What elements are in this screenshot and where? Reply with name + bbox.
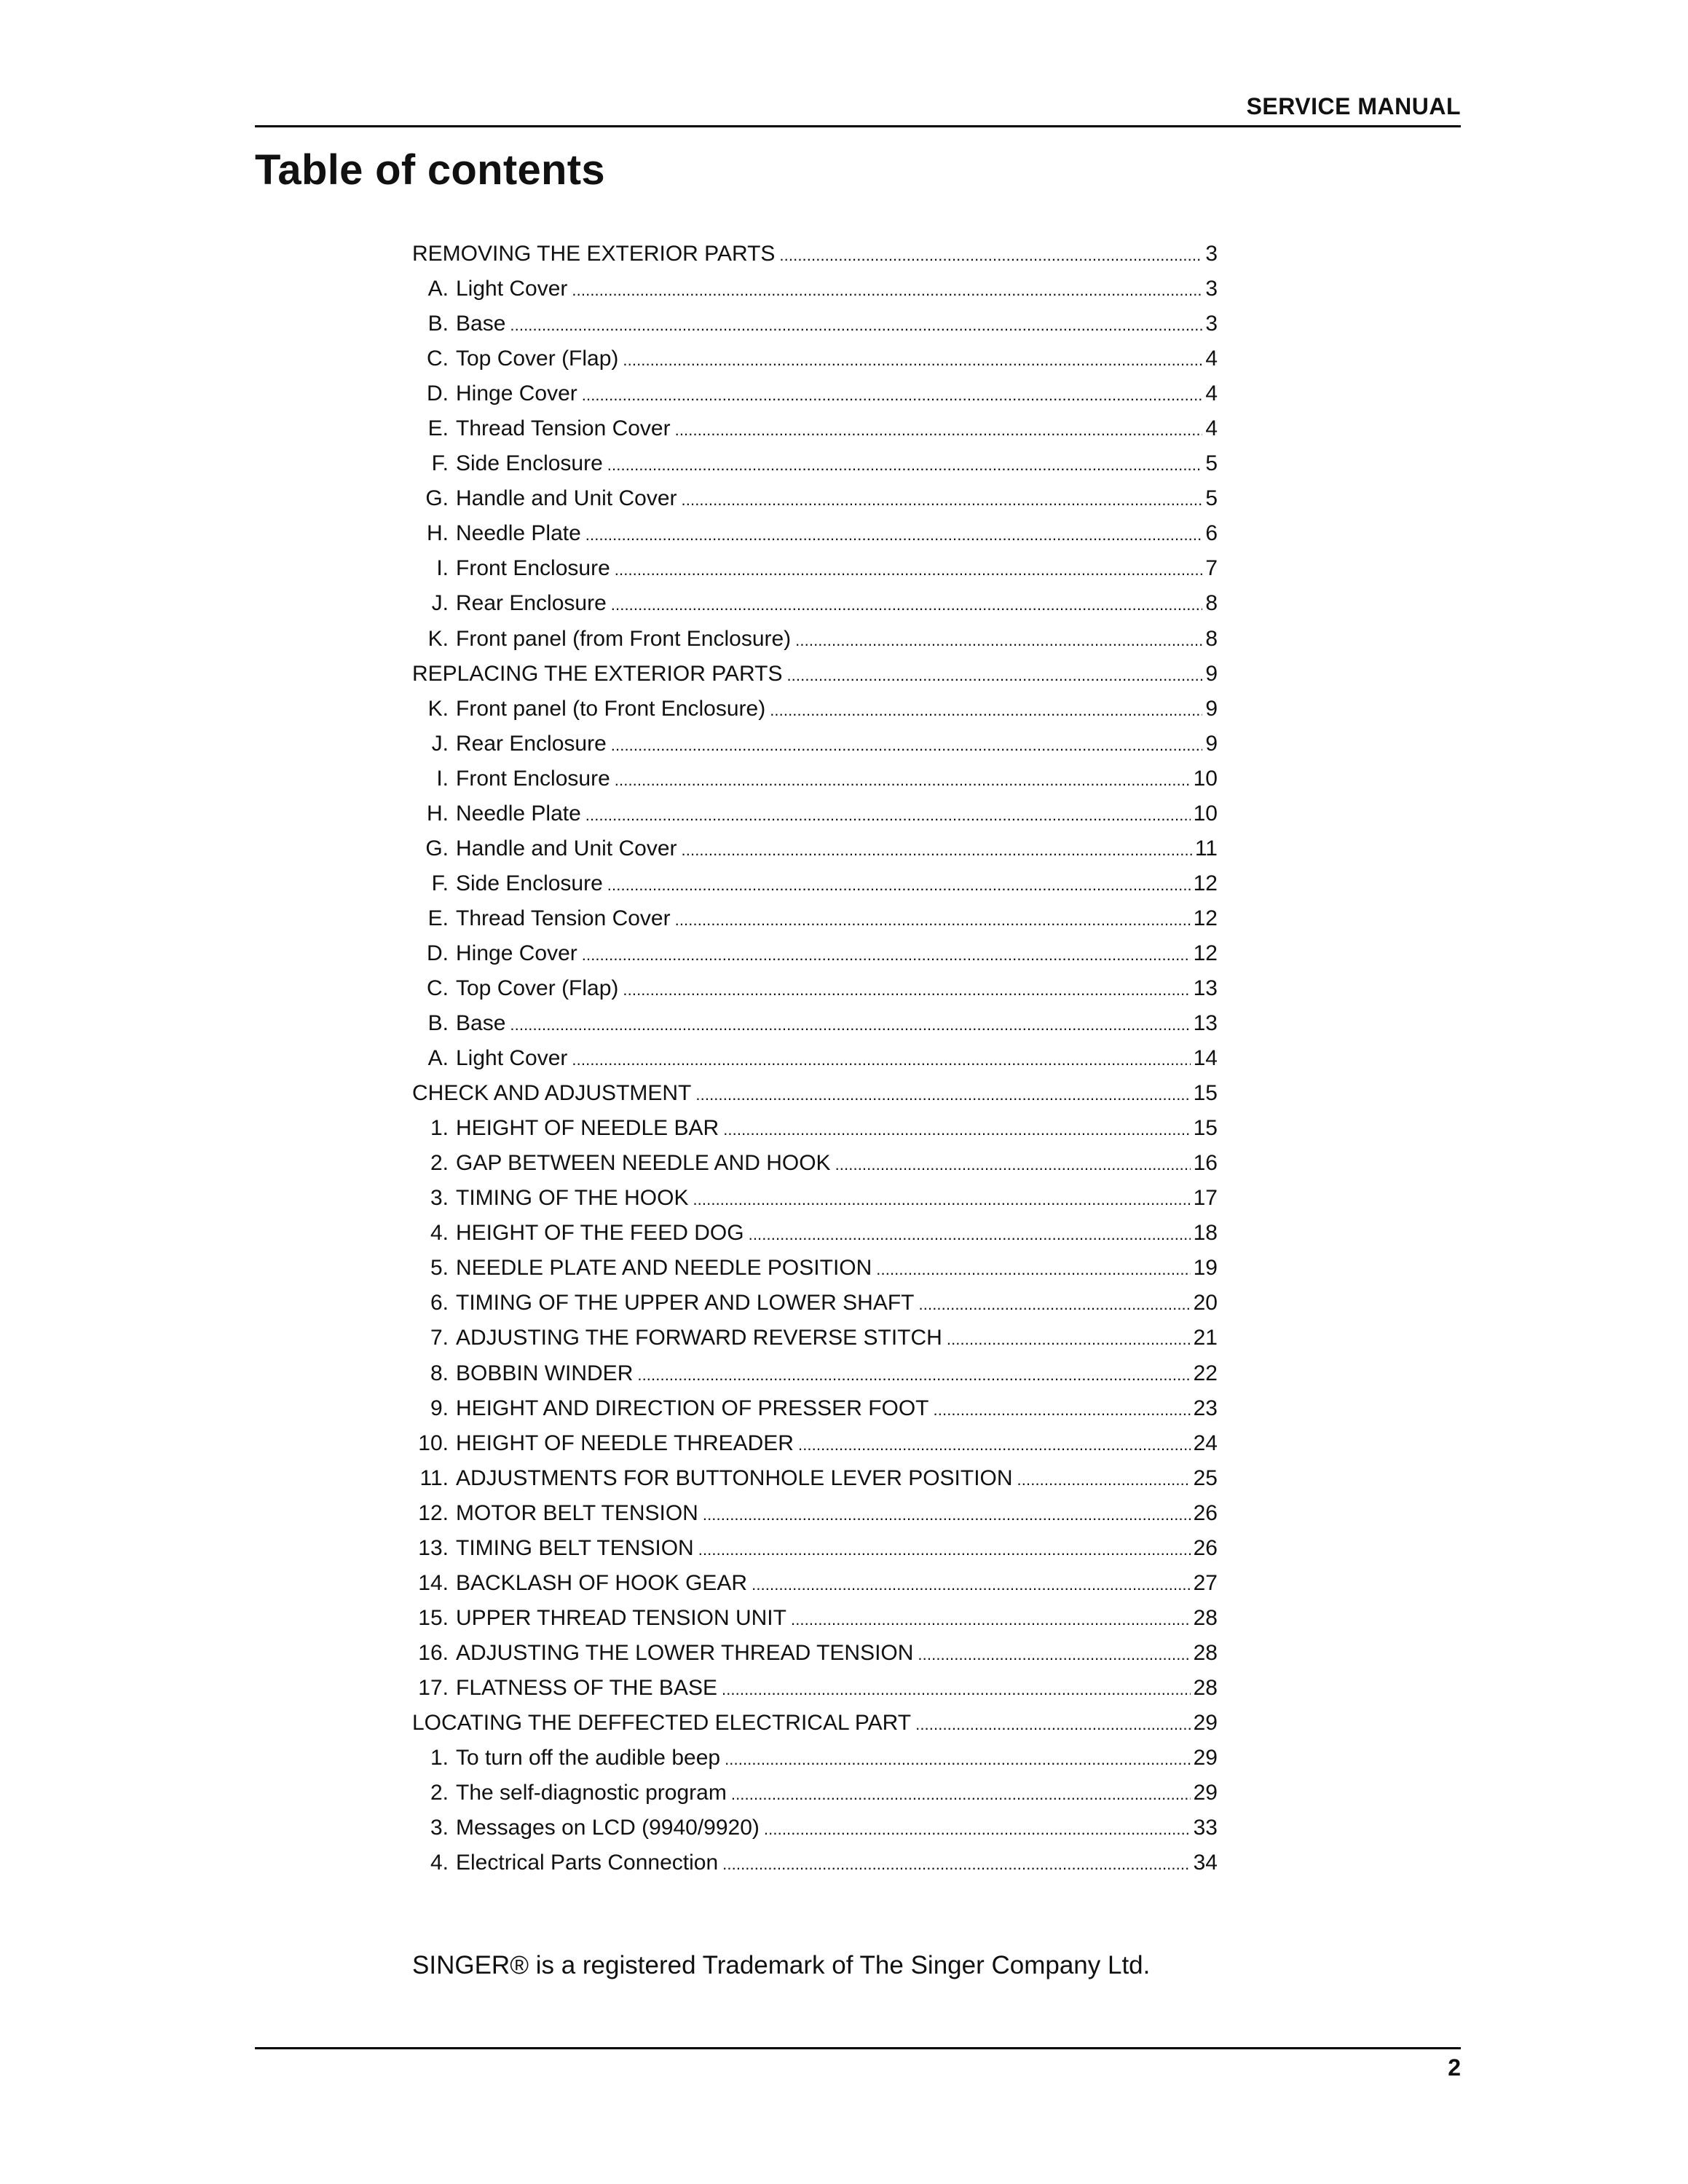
toc-entry-number: B. <box>427 1011 449 1036</box>
toc-entry[interactable] <box>412 1216 1218 1251</box>
toc-entry-page: 22 <box>1193 1361 1218 1385</box>
dot-leader <box>693 1181 1190 1217</box>
toc-entry-page: 3 <box>1205 242 1218 266</box>
toc-entry-number: B. <box>427 312 449 336</box>
dot-leader <box>675 901 1191 938</box>
toc-entry-number: 3. <box>430 1816 449 1840</box>
toc-entry-label: Top Cover (Flap) <box>456 347 619 371</box>
toc-entry-number: D. <box>427 381 449 406</box>
toc-entry[interactable] <box>412 761 1218 796</box>
toc-entry[interactable] <box>412 622 1218 657</box>
toc-entry[interactable] <box>412 1845 1218 1880</box>
toc-entry-page: 10 <box>1193 801 1218 826</box>
toc-entry-label: Front panel (from Front Enclosure) <box>456 626 792 651</box>
dot-leader <box>572 272 1202 308</box>
toc-entry-page: 9 <box>1205 696 1218 721</box>
header-rule <box>255 125 1461 127</box>
dot-leader <box>1017 1461 1191 1497</box>
toc-entry-number: G. <box>425 486 449 511</box>
toc-entry-label: Thread Tension Cover <box>456 906 671 930</box>
dot-leader <box>607 446 1203 483</box>
toc-entry-label: Electrical Parts Connection <box>456 1851 719 1875</box>
toc-entry-number: K. <box>427 696 449 721</box>
toc-entry-label: ADJUSTING THE LOWER THREAD TENSION <box>456 1640 914 1665</box>
toc-entry-number: 8. <box>430 1361 449 1385</box>
toc-entry[interactable] <box>412 341 1218 376</box>
dot-leader <box>611 727 1203 763</box>
toc-entry-label: Front Enclosure <box>456 766 610 791</box>
dot-leader <box>731 1776 1191 1812</box>
toc-entry-number: 4. <box>430 1851 449 1875</box>
toc-entry-page: 18 <box>1193 1221 1218 1246</box>
toc-entry[interactable] <box>412 1321 1218 1356</box>
toc-entry-number: K. <box>427 626 449 651</box>
toc-entry-label: HEIGHT AND DIRECTION OF PRESSER FOOT <box>456 1396 929 1420</box>
toc-entry-page: 23 <box>1193 1396 1218 1420</box>
toc-entry-page: 24 <box>1193 1431 1218 1455</box>
dot-leader <box>764 1811 1191 1847</box>
dot-leader <box>582 376 1203 413</box>
toc-entry-label: Messages on LCD (9940/9920) <box>456 1816 760 1840</box>
toc-entry[interactable] <box>412 306 1218 341</box>
dot-leader <box>623 971 1190 1008</box>
toc-entry[interactable] <box>412 586 1218 621</box>
toc-entry[interactable] <box>412 272 1218 306</box>
dot-leader <box>675 411 1203 448</box>
toc-entry-number: A. <box>427 277 449 301</box>
toc-entry-page: 9 <box>1205 731 1218 756</box>
dot-leader <box>682 831 1192 868</box>
dot-leader <box>682 481 1203 518</box>
toc-entry-number: 1. <box>430 1116 449 1141</box>
toc-entry-page: 8 <box>1205 626 1218 651</box>
toc-entry-label: NEEDLE PLATE AND NEEDLE POSITION <box>456 1256 872 1281</box>
toc-entry-page: 29 <box>1193 1781 1218 1805</box>
dot-leader <box>611 586 1203 622</box>
toc-entry-page: 26 <box>1193 1535 1218 1560</box>
toc-entry-label: HEIGHT OF THE FEED DOG <box>456 1221 744 1246</box>
toc-entry-label: GAP BETWEEN NEEDLE AND HOOK <box>456 1151 831 1176</box>
dot-leader <box>698 1531 1191 1567</box>
toc-entry[interactable] <box>412 971 1218 1006</box>
toc-entry[interactable] <box>412 1286 1218 1321</box>
toc-entry-number: 5. <box>430 1256 449 1281</box>
dot-leader <box>615 551 1203 587</box>
toc-entry-label: ADJUSTING THE FORWARD REVERSE STITCH <box>456 1326 942 1350</box>
toc-entry-label: FLATNESS OF THE BASE <box>456 1675 717 1700</box>
toc-entry-number: F. <box>431 451 449 476</box>
toc-entry[interactable] <box>412 901 1218 936</box>
toc-entry-label: BOBBIN WINDER <box>456 1361 634 1385</box>
toc-entry-label: TIMING BELT TENSION <box>456 1535 694 1560</box>
dot-leader <box>722 1845 1190 1882</box>
toc-entry-label: MOTOR BELT TENSION <box>456 1500 698 1525</box>
dot-leader <box>947 1321 1191 1357</box>
toc-entry[interactable] <box>412 831 1218 866</box>
dot-leader <box>795 622 1202 658</box>
toc-entry-label: TIMING OF THE HOOK <box>456 1186 689 1211</box>
footer-rule <box>255 2047 1461 2049</box>
toc-entry-number: D. <box>427 941 449 965</box>
toc-entry-label: The self-diagnostic program <box>456 1781 727 1805</box>
toc-entry-label: Rear Enclosure <box>456 591 607 616</box>
table-of-contents <box>412 237 1218 1880</box>
toc-entry-page: 27 <box>1193 1570 1218 1595</box>
toc-entry-number: H. <box>427 521 449 546</box>
toc-entry-page: 28 <box>1193 1605 1218 1630</box>
toc-entry-number: 16. <box>418 1640 449 1665</box>
toc-entry-page: 8 <box>1205 591 1218 616</box>
toc-entry-label: Base <box>456 1011 506 1036</box>
toc-entry-page: 13 <box>1193 1011 1218 1036</box>
toc-entry-label: To turn off the audible beep <box>456 1746 721 1770</box>
toc-entry-number: C. <box>427 347 449 371</box>
dot-leader <box>585 516 1203 553</box>
toc-entry-number: 13. <box>418 1535 449 1560</box>
page-title: Table of contents <box>255 146 605 194</box>
toc-entry-number: 17. <box>418 1675 449 1700</box>
toc-entry[interactable] <box>412 1391 1218 1426</box>
toc-entry-page: 21 <box>1193 1326 1218 1350</box>
dot-leader <box>510 306 1202 343</box>
toc-entry-label: REPLACING THE EXTERIOR PARTS <box>412 661 783 686</box>
toc-entry-page: 20 <box>1193 1291 1218 1315</box>
toc-entry[interactable] <box>412 1601 1218 1636</box>
toc-entry-number: H. <box>427 801 449 826</box>
dot-leader <box>703 1496 1191 1532</box>
toc-entry-label: ADJUSTMENTS FOR BUTTONHOLE LEVER POSITION <box>456 1465 1013 1490</box>
toc-entry[interactable] <box>412 516 1218 551</box>
toc-entry[interactable] <box>412 866 1218 901</box>
toc-entry-label: HEIGHT OF NEEDLE THREADER <box>456 1431 794 1455</box>
dot-leader <box>725 1741 1191 1777</box>
toc-entry-page: 29 <box>1193 1746 1218 1770</box>
toc-entry-page: 9 <box>1205 661 1218 686</box>
toc-entry[interactable] <box>412 411 1218 446</box>
toc-entry-label: Needle Plate <box>456 521 581 546</box>
dot-leader <box>752 1566 1191 1602</box>
toc-entry[interactable] <box>412 481 1218 516</box>
dot-leader <box>585 796 1191 833</box>
toc-entry[interactable] <box>412 1706 1218 1741</box>
toc-entry-label: Needle Plate <box>456 801 581 826</box>
toc-entry[interactable] <box>412 1076 1218 1111</box>
toc-entry[interactable] <box>412 1531 1218 1566</box>
toc-entry[interactable] <box>412 1181 1218 1216</box>
toc-entry-number: 11. <box>419 1465 449 1490</box>
toc-entry-label: Thread Tension Cover <box>456 416 671 441</box>
toc-entry-page: 3 <box>1205 277 1218 301</box>
toc-entry-page: 11 <box>1194 836 1218 860</box>
toc-entry[interactable] <box>412 1496 1218 1531</box>
toc-entry-number: G. <box>425 836 449 860</box>
toc-entry-page: 4 <box>1205 347 1218 371</box>
toc-entry-number: J. <box>431 731 449 756</box>
toc-entry-number: I. <box>436 766 449 791</box>
toc-entry-label: Front panel (to Front Enclosure) <box>456 696 766 721</box>
toc-entry-number: 4. <box>430 1221 449 1246</box>
dot-leader <box>582 936 1191 973</box>
toc-entry[interactable] <box>412 1671 1218 1706</box>
toc-entry[interactable] <box>412 551 1218 586</box>
toc-entry-label: Hinge Cover <box>456 381 577 406</box>
toc-entry[interactable] <box>412 657 1218 692</box>
toc-entry[interactable] <box>412 1006 1218 1041</box>
toc-entry-number: 3. <box>430 1186 449 1211</box>
dot-leader <box>779 237 1202 273</box>
dot-leader <box>723 1111 1190 1147</box>
toc-entry-number: 14. <box>418 1570 449 1595</box>
toc-entry[interactable] <box>412 1741 1218 1776</box>
dot-leader <box>876 1251 1190 1287</box>
toc-entry[interactable] <box>412 692 1218 727</box>
toc-entry-number: E. <box>427 416 449 441</box>
toc-entry-number: 9. <box>430 1396 449 1420</box>
toc-entry-label: Rear Enclosure <box>456 731 607 756</box>
dot-leader <box>798 1426 1191 1463</box>
toc-entry[interactable] <box>412 376 1218 411</box>
dot-leader <box>722 1671 1191 1707</box>
dot-leader <box>510 1006 1190 1042</box>
toc-entry-number: C. <box>427 976 449 1000</box>
toc-entry-number: F. <box>431 871 449 895</box>
toc-entry-number: I. <box>436 556 449 581</box>
page-number: 2 <box>1448 2054 1461 2081</box>
toc-entry-page: 4 <box>1205 416 1218 441</box>
toc-entry[interactable] <box>412 727 1218 761</box>
toc-entry-page: 25 <box>1193 1465 1218 1490</box>
toc-entry[interactable] <box>412 936 1218 971</box>
dot-leader <box>572 1041 1190 1077</box>
toc-entry-label: UPPER THREAD TENSION UNIT <box>456 1605 786 1630</box>
toc-entry-label: HEIGHT OF NEEDLE BAR <box>456 1116 719 1141</box>
toc-entry-label: BACKLASH OF HOOK GEAR <box>456 1570 748 1595</box>
toc-entry-page: 13 <box>1193 976 1218 1000</box>
dot-leader <box>623 341 1202 378</box>
dot-leader <box>934 1391 1191 1428</box>
toc-entry[interactable] <box>412 1146 1218 1181</box>
toc-entry-page: 4 <box>1205 381 1218 406</box>
toc-entry-number: 10. <box>418 1431 449 1455</box>
toc-entry-page: 28 <box>1193 1675 1218 1700</box>
toc-entry-page: 5 <box>1205 486 1218 511</box>
toc-entry-page: 15 <box>1193 1116 1218 1141</box>
toc-entry-number: 6. <box>430 1291 449 1315</box>
toc-entry[interactable] <box>412 1636 1218 1671</box>
toc-entry[interactable] <box>412 1811 1218 1845</box>
toc-entry-label: Handle and Unit Cover <box>456 836 677 860</box>
toc-entry-number: J. <box>431 591 449 616</box>
toc-entry-page: 10 <box>1193 766 1218 791</box>
toc-entry-number: E. <box>427 906 449 930</box>
toc-entry-page: 12 <box>1193 941 1218 965</box>
toc-entry-page: 5 <box>1205 451 1218 476</box>
toc-entry[interactable] <box>412 1776 1218 1811</box>
toc-entry-page: 12 <box>1193 871 1218 895</box>
dot-leader <box>615 761 1191 798</box>
toc-entry-number: 12. <box>418 1500 449 1525</box>
toc-entry[interactable] <box>412 1426 1218 1461</box>
toc-entry-page: 7 <box>1205 556 1218 581</box>
toc-entry[interactable] <box>412 1251 1218 1286</box>
toc-entry-page: 19 <box>1193 1256 1218 1281</box>
toc-entry-label: LOCATING THE DEFFECTED ELECTRICAL PART <box>412 1710 912 1735</box>
toc-entry-label: Handle and Unit Cover <box>456 486 677 511</box>
toc-entry-number: A. <box>427 1046 449 1071</box>
dot-leader <box>749 1216 1191 1252</box>
toc-entry-label: Side Enclosure <box>456 451 603 476</box>
dot-leader <box>915 1706 1191 1742</box>
toc-entry-page: 14 <box>1193 1046 1218 1071</box>
running-header: SERVICE MANUAL <box>1246 93 1461 119</box>
trademark-notice: SINGER® is a registered Trademark of The Singer Company Ltd. <box>412 1951 1151 1979</box>
toc-entry-page: 12 <box>1193 906 1218 930</box>
toc-entry-page: 15 <box>1193 1081 1218 1106</box>
toc-entry-label: REMOVING THE EXTERIOR PARTS <box>412 242 776 266</box>
dot-leader <box>770 692 1202 728</box>
dot-leader <box>835 1146 1191 1182</box>
toc-entry-page: 16 <box>1193 1151 1218 1176</box>
toc-entry-label: Light Cover <box>456 1046 568 1071</box>
toc-entry[interactable] <box>412 1111 1218 1146</box>
toc-entry-page: 34 <box>1193 1851 1218 1875</box>
toc-entry-label: TIMING OF THE UPPER AND LOWER SHAFT <box>456 1291 915 1315</box>
toc-entry-label: Hinge Cover <box>456 941 577 965</box>
toc-entry-page: 33 <box>1193 1816 1218 1840</box>
toc-entry-number: 1. <box>430 1746 449 1770</box>
toc-entry[interactable] <box>412 1356 1218 1391</box>
toc-entry-label: Front Enclosure <box>456 556 610 581</box>
dot-leader <box>607 866 1191 903</box>
toc-entry[interactable] <box>412 237 1218 272</box>
dot-leader <box>791 1601 1191 1637</box>
dot-leader <box>695 1076 1190 1112</box>
dot-leader <box>918 1636 1190 1672</box>
toc-entry-label: CHECK AND ADJUSTMENT <box>412 1081 692 1106</box>
toc-entry-page: 3 <box>1205 312 1218 336</box>
toc-entry-label: Base <box>456 312 506 336</box>
toc-entry-label: Light Cover <box>456 277 568 301</box>
toc-entry[interactable] <box>412 1461 1218 1496</box>
toc-entry-page: 26 <box>1193 1500 1218 1525</box>
toc-entry-page: 17 <box>1193 1186 1218 1211</box>
toc-entry[interactable] <box>412 796 1218 831</box>
dot-leader <box>637 1356 1190 1393</box>
toc-entry[interactable] <box>412 446 1218 481</box>
toc-entry-number: 15. <box>418 1605 449 1630</box>
toc-entry[interactable] <box>412 1041 1218 1076</box>
dot-leader <box>919 1286 1191 1322</box>
toc-entry-number: 2. <box>430 1781 449 1805</box>
toc-entry-page: 29 <box>1193 1710 1218 1735</box>
toc-entry-number: 2. <box>430 1151 449 1176</box>
toc-entry-label: Side Enclosure <box>456 871 603 895</box>
toc-entry-number: 7. <box>430 1326 449 1350</box>
toc-entry-page: 6 <box>1205 521 1218 546</box>
toc-entry[interactable] <box>412 1566 1218 1601</box>
dot-leader <box>786 657 1202 693</box>
toc-entry-label: Top Cover (Flap) <box>456 976 619 1000</box>
toc-entry-page: 28 <box>1193 1640 1218 1665</box>
